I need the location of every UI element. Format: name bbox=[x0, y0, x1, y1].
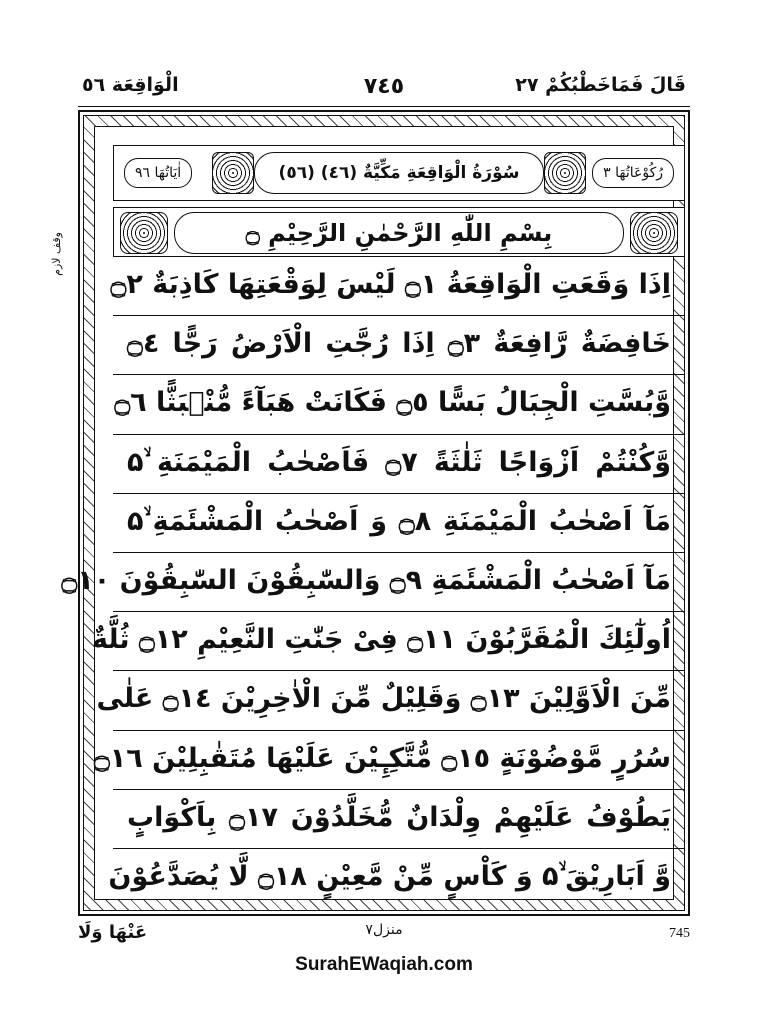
website-watermark: SurahEWaqiah.com bbox=[295, 954, 473, 975]
verse-line: اِذَا وَقَعَتِ الْوَاقِعَةُ ۝١ لَيْسَ لِوَقْعَتِهَا كَاذِبَةٌ ۝٢ bbox=[113, 257, 685, 316]
verse-line: سُرُرٍ مَّوْضُوْنَةٍ ۝١٥ مُّتَّكِـِٕيْنَ عَلَيْهَا مُتَقٰبِلِيْنَ ۝١٦ bbox=[113, 731, 685, 790]
ruku-count-label: رُكُوْعَاتُهَا ٣ bbox=[592, 158, 674, 188]
verse-line: يَطُوْفُ عَلَيْهِمْ وِلْدَانٌ مُّخَلَّدُوْنَ ۝١٧ بِاَكْوَابٍ bbox=[113, 790, 685, 849]
verse-line: مَآ اَصْحٰبُ الْمَشْئَمَةِ ۝٩ وَالسّٰبِقُوْنَ السّٰبِقُوْنَ ۝١٠ bbox=[113, 553, 685, 612]
ornament-icon bbox=[630, 212, 678, 254]
verse-line: وَّبُسَّتِ الْجِبَالُ بَسًّا ۝٥ فَكَانَتْ هَبَآءً مُّنْۢبَثًّا ۝٦ bbox=[113, 375, 685, 434]
ornament-icon bbox=[544, 152, 586, 194]
page-number-arabic: ٧٤٥ bbox=[363, 74, 405, 99]
catchword: عَنْهَا وَلَا bbox=[78, 922, 148, 943]
surah-title: (٥٦) سُوْرَةُ الْوَاقِعَةِ مَكِّيَّةٌ (٤٦) bbox=[254, 152, 544, 194]
page-content-area bbox=[61, 126, 674, 900]
verse-line: وَّكُنْتُمْ اَزْوَاجًا ثَلٰثَةً ۝٧ فَاَصْحٰبُ الْمَيْمَنَةِ ۙ۵ bbox=[113, 435, 685, 494]
ornament-icon bbox=[120, 212, 168, 254]
ornament-icon bbox=[212, 152, 254, 194]
bismillah: بِسْمِ اللّٰهِ الرَّحْمٰنِ الرَّحِيْمِ ۝ bbox=[174, 212, 624, 254]
surah-name-header: الْوَاقِعَة ٥٦ bbox=[82, 74, 179, 96]
verse-line: مَآ اَصْحٰبُ الْمَيْمَنَةِ ۝٨ وَ اَصْحٰبُ الْمَشْئَمَةِ ۙ۵ bbox=[113, 494, 685, 553]
verse-line: اُولٰٓئِكَ الْمُقَرَّبُوْنَ ۝١١ فِىْ جَنّٰتِ النَّعِيْمِ ۝١٢ ثُلَّةٌ bbox=[113, 612, 685, 671]
ornamental-frame bbox=[61, 110, 690, 916]
page-footer bbox=[78, 918, 690, 950]
verse-line: خَافِضَةٌ رَّافِعَةٌ ۝٣ اِذَا رُجَّتِ الْاَرْضُ رَجًّا ۝٤ bbox=[113, 316, 685, 375]
running-header bbox=[78, 72, 690, 107]
manzil-label: منزل٧ bbox=[365, 922, 403, 938]
margin-note: وقف لازم bbox=[50, 232, 63, 276]
verse-line: وَّ اَبَارِيْقَ ۙ۵ وَ كَاْسٍ مِّنْ مَّعِيْنٍ ۝١٨ لَّا يُصَدَّعُوْنَ bbox=[108, 860, 671, 892]
bismillah-row bbox=[113, 207, 685, 257]
ayat-count-label: اٰيَاتُهَا ٩٦ bbox=[124, 158, 192, 188]
surah-title-band bbox=[113, 145, 685, 201]
page-number: 745 bbox=[669, 926, 690, 941]
verse-line: مِّنَ الْاَوَّلِيْنَ ۝١٣ وَقَلِيْلٌ مِّنَ الْاٰخِرِيْنَ ۝١٤ عَلٰى bbox=[113, 671, 685, 730]
verse-lines bbox=[61, 257, 685, 908]
juz-name-header: قَالَ فَمَاخَطْبُكُمْ ٢٧ bbox=[515, 74, 686, 96]
